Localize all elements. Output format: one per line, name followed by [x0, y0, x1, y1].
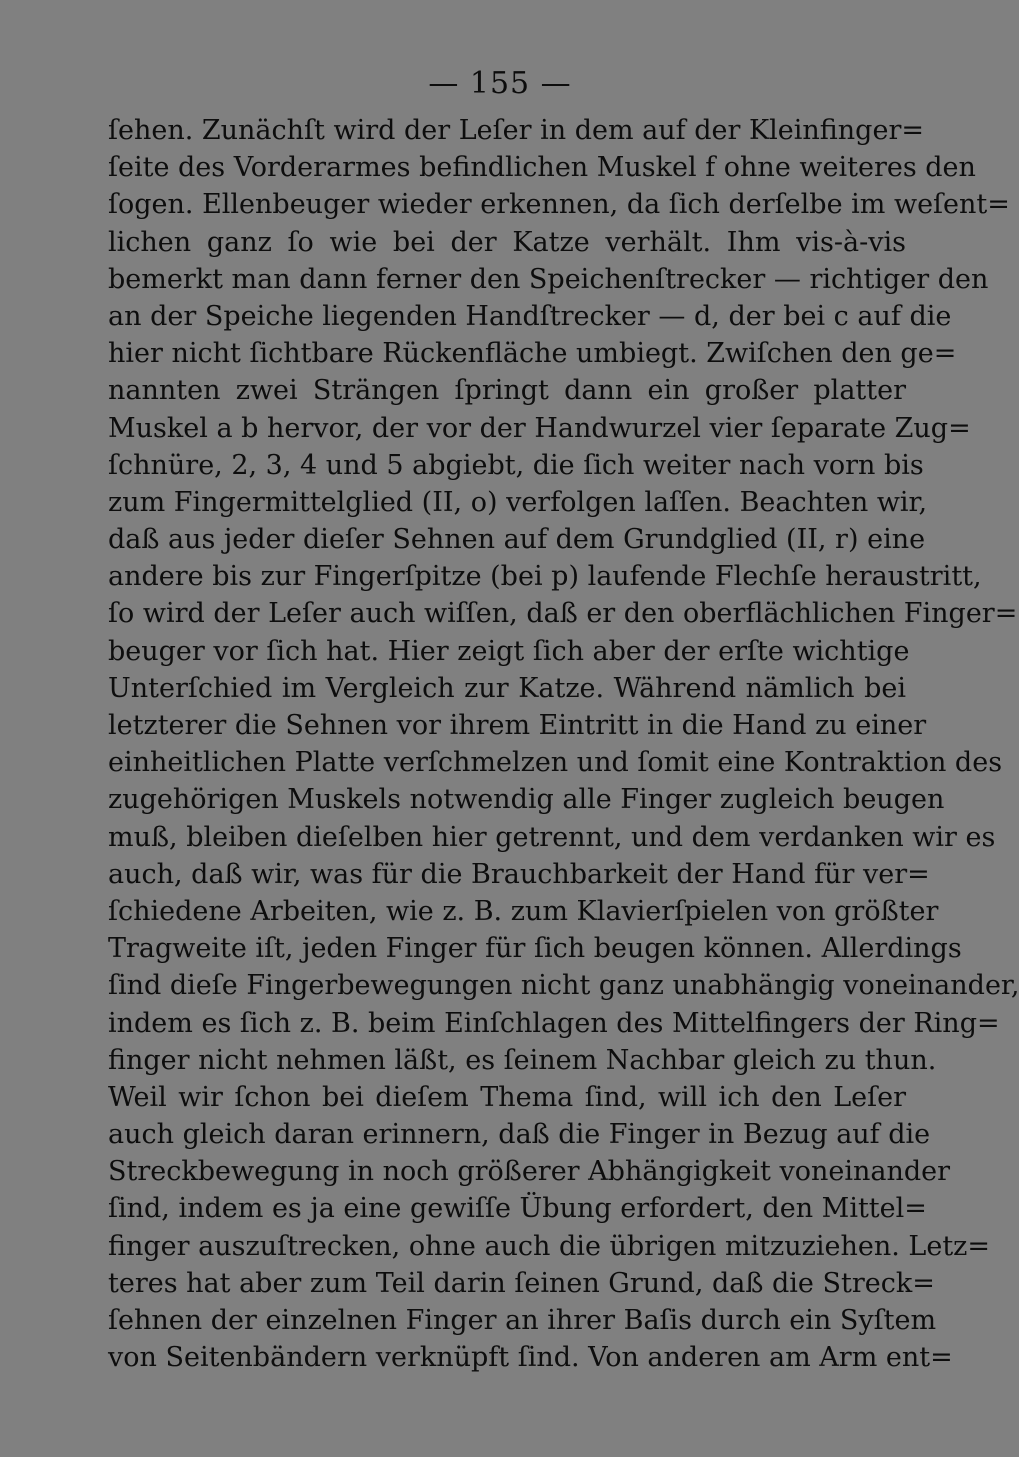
- text-line: bemerkt man dann ferner den Speichenſtrecker — richtiger den: [108, 263, 989, 295]
- text-line: zum Fingermittelglied (II, o) verfolgen laſſen. Beachten wir,: [108, 486, 928, 518]
- text-line: ſehnen der einzelnen Finger an ihrer Baſis durch ein Syſtem: [108, 1305, 937, 1336]
- text-line: Unterſchied im Vergleich zur Katze. Während nämlich bei: [108, 672, 906, 704]
- text-line: teres hat aber zum Teil darin ſeinen Grund, daß die Streck=: [108, 1267, 935, 1299]
- text-line: nannten zwei Strängen ſpringt dann ein großer platter: [108, 375, 906, 407]
- text-line: daß aus jeder dieſer Sehnen auf dem Grundglied (II, r) eine: [108, 524, 926, 556]
- text-line: ſind dieſe Fingerbewegungen nicht ganz unabhängig voneinander,: [108, 970, 1019, 1002]
- text-line: finger nicht nehmen läßt, es ſeinem Nachbar gleich zu thun.: [108, 1044, 937, 1076]
- text-line: ſogen. Ellenbeuger wieder erkennen, da ſich derſelbe im weſent=: [108, 189, 1010, 221]
- text-line: einheitlichen Platte verſchmelzen und ſomit eine Kontraktion des: [108, 747, 1003, 779]
- text-line: Muskel a b hervor, der vor der Handwurzel vier ſeparate Zug=: [108, 412, 971, 444]
- page-number: — 155 —: [428, 66, 572, 101]
- text-line: ſchiedene Arbeiten, wie z. B. zum Klavierſpielen von größter: [108, 895, 939, 927]
- text-line: auch gleich daran erinnern, daß die Finger in Bezug auf die: [108, 1119, 931, 1151]
- text-line: muß, bleiben dieſelben hier getrennt, und dem verdanken wir es: [108, 821, 996, 853]
- text-line: ſeite des Vorderarmes befindlichen Muskel f ohne weiteres den: [108, 152, 976, 184]
- text-line: von Seitenbändern verknüpft ſind. Von anderen am Arm ent=: [108, 1342, 953, 1374]
- text-line: hier nicht ſichtbare Rückenfläche umbiegt. Zwiſchen den ge=: [108, 338, 957, 370]
- text-line: finger auszuſtrecken, ohne auch die übrigen mitzuziehen. Letz=: [108, 1230, 991, 1262]
- text-line: Weil wir ſchon bei dieſem Thema ſind, will ich den Leſer: [108, 1081, 906, 1113]
- body-text: [108, 112, 1019, 1376]
- text-line: ſchnüre, 2, 3, 4 und 5 abgiebt, die ſich weiter nach vorn bis: [108, 449, 924, 481]
- text-line: zugehörigen Muskels notwendig alle Finger zugleich beugen: [108, 784, 945, 816]
- text-line: beuger vor ſich hat. Hier zeigt ſich aber der erſte wichtige: [108, 635, 910, 667]
- text-line: ſehen. Zunächſt wird der Leſer in dem auf der Kleinfinger=: [108, 115, 924, 146]
- text-line: letzterer die Sehnen vor ihrem Eintritt in die Hand zu einer: [108, 710, 927, 741]
- text-line: andere bis zur Fingerſpitze (bei p) laufende Flechſe heraustritt,: [108, 561, 982, 593]
- text-line: Tragweite iſt, jeden Finger für ſich beugen können. Allerdings: [108, 933, 962, 965]
- text-line: auch, daß wir, was für die Brauchbarkeit der Hand für ver=: [108, 858, 930, 890]
- text-line: Streckbewegung in noch größerer Abhängigkeit voneinander: [108, 1156, 950, 1188]
- text-line: an der Speiche liegenden Handſtrecker — d, der bei c auf die: [108, 300, 952, 332]
- text-line: ſind, indem es ja eine gewiſſe Übung erfordert, den Mittel=: [108, 1193, 927, 1225]
- text-line: ſo wird der Leſer auch wiſſen, daß er den oberflächlichen Finger=: [108, 598, 1018, 630]
- text-line: indem es ſich z. B. beim Einſchlagen des Mittelfingers der Ring=: [108, 1007, 1000, 1039]
- text-line: lichen ganz ſo wie bei der Katze verhält. Ihm vis-à-vis: [108, 226, 906, 258]
